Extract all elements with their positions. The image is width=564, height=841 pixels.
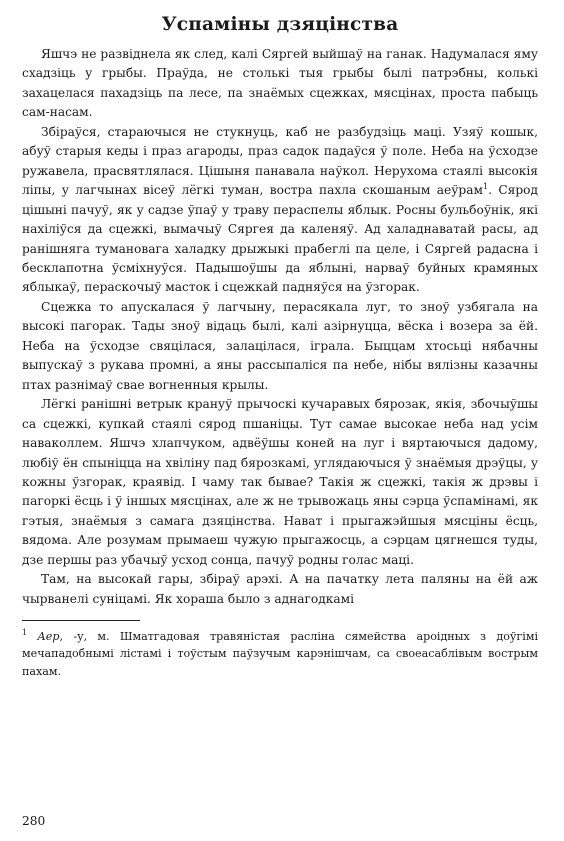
paragraph-3 <box>22 298 538 395</box>
footnote-divider <box>22 620 140 621</box>
paragraph-2 <box>22 123 538 298</box>
footnote-marker: 1 <box>22 628 28 638</box>
footnote-term: Аер <box>37 630 60 644</box>
paragraph-1-text: Яшчэ не развіднела як след, калі Сяргей выйшаў на ганак. Надумалася яму схадзіць у грыбы. Праўда, не столькі тыя грыбы былі патрэбны, колькі захацелася пахадзіць па лесе, па знаёмых сцежках, мясцінах, проста пабыць сам-насам. <box>22 47 538 120</box>
footnote-text: , -у, м. Шматгадовая травяністая расліна сямейства ароідных з доўгімі мечападобнымі лістамі і тоўстым паўзучым карэнішчам, са своеасаблівым вострым пахам. <box>22 630 538 678</box>
paragraph-3-text: Сцежка то апускалася ў лагчыну, перасякала луг, то зноў узбягала на высокі пагорак. Тады зноў відаць былі, калі азірнуцца, вёска і возера за ёй. Неба на ўсходзе свяцілася, залацілася, іграла. Быццам хтосьці нябачны выпускаў з рукава промні, а яны рассыпаліся па небе, нібы вялізны казачны птах разнімаў свае вогненныя крылы. <box>22 299 538 392</box>
paragraph-1 <box>22 45 538 123</box>
paragraph-4-text: Лёгкі ранішні ветрык крануў прычоскі кучаравых бярозак, якія, збочыўшы са сцежкі, купкай стаялі сярод пшаніцы. Тут самае высокае неба над усім наваколлем. Яшчэ хлапчуком, адвёўшы коней на луг і вяртаючыся дадому, любіў ён спыніцца на хвіліну пад бярозкамі, углядаючыся ў знаёмыя дрэўцы, у кожны ўзгорак, краявід. І чаму так бывае? Такія ж сцежкі, такія ж дрэвы і пагоркі ёсць і ў іншых мясцінах, але ж не трывожаць яны сэрца ўспамінамі, як гэтыя, знаёмыя з самага дзяцінства. Нават і прыгажэйшыя мясціны ёсць, вядома. Але розумам прымаеш чужую прыгажосць, а сэрцам цягнешся туды, дзе першы раз убачыў усход сонца, пачуў родны голас маці. <box>22 397 538 567</box>
paragraph-5-text: Там, на высокай гары, збіраў арэхі. А на пачатку лета паляны на ёй аж чырванелі суніцамі. Як хораша было з аднагодкамі <box>22 572 538 606</box>
footnote <box>22 628 538 680</box>
paragraph-4 <box>22 395 538 570</box>
paragraph-5 <box>22 570 538 609</box>
page-title: Успаміны дзяцінства <box>161 14 399 35</box>
body-text <box>22 45 538 609</box>
paragraph-2-text: Збіраўся, стараючыся не стукнуць, каб не разбудзіць маці. Узяў кошык, абуў старыя кеды і праз агароды, праз садок падаўся ў поле. Неба на ўсходзе ружавела, прасвятлялася. Цішыня панавала наўкол. Нерухома стаялі высокія ліпы, у лагчынах вісеў лёгкі туман, востра пахла скошаным аеўрам <box>22 124 538 198</box>
paragraph-2-text-cont: . Сярод цішыні пачуў, як у садзе ўпаў у траву пераспелы яблык. Росны бульбоўнік, які нахіліўся да сцежкі, вымачыў Сяргея да каленяў. Ад халаднаватай расы, ад ранішняга тумановага халадку дрыжыкі прабеглі па целе, і Сяргей радасна і бесклапотна ўсміхнуўся. Падышоўшы да яблыні, нарваў буйных крамяных яблыкаў, пераскочыў масток і сцежкай падняўся на ўзгорак. <box>22 183 538 295</box>
footnote-ref: 1 <box>482 182 489 192</box>
page-number: 280 <box>22 814 46 828</box>
